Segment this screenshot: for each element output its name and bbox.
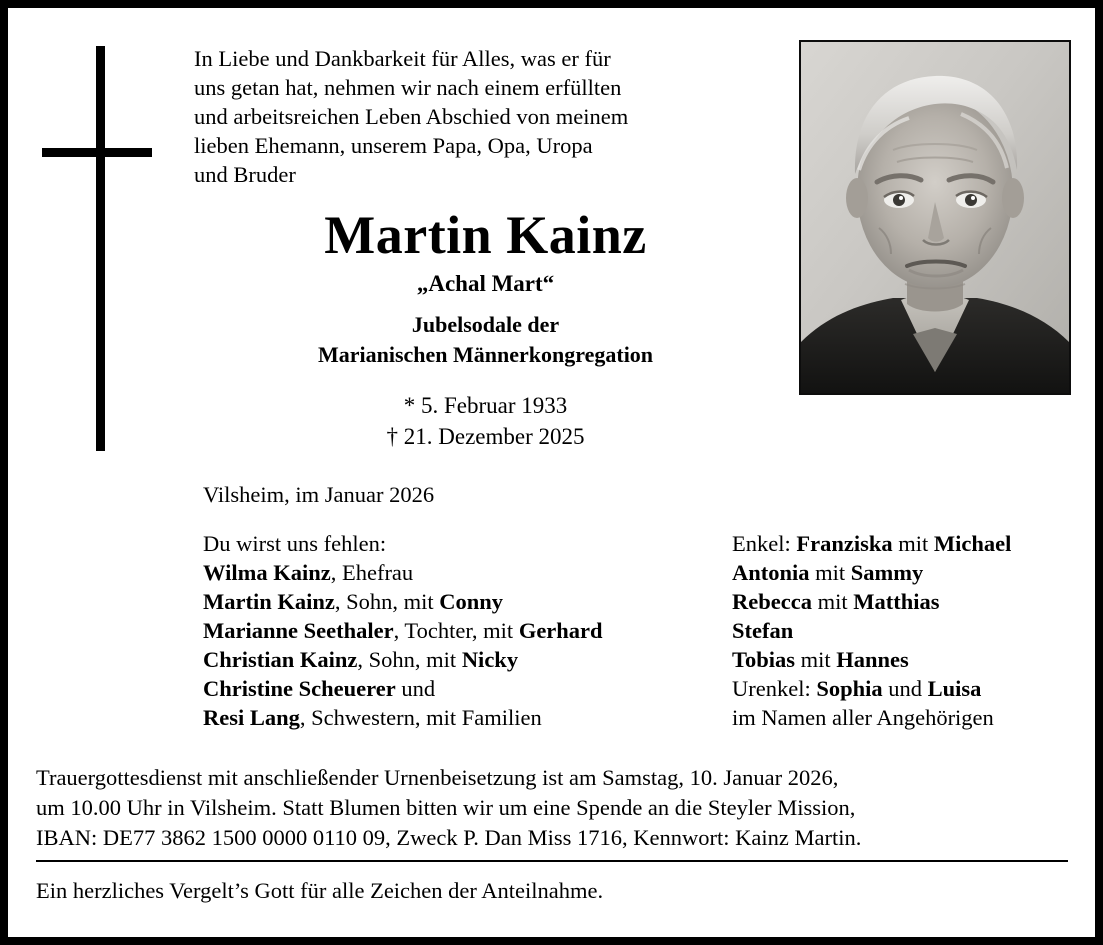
- death-date: † 21. Dezember 2025: [386, 424, 585, 449]
- family-partner-name: Michael: [933, 531, 1012, 556]
- family-partner-name: Gerhard: [518, 618, 603, 643]
- family-list-right: [732, 529, 1092, 732]
- family-line: [732, 645, 1092, 674]
- family-member-name: Sophia: [816, 676, 883, 701]
- service-line: Trauergottesdienst mit anschließender Urnenbeisetzung ist am Samstag, 10. Januar 2026,: [36, 765, 839, 790]
- family-relation: , Sohn, mit: [357, 647, 462, 672]
- portrait-photo: [799, 40, 1071, 395]
- nickname: „Achal Mart“: [416, 271, 555, 296]
- cross-vertical-bar: [96, 46, 105, 451]
- service-line: IBAN: DE77 3862 1500 0000 0110 09, Zweck P. Dan Miss 1716, Kennwort: Kainz Martin.: [36, 825, 862, 850]
- horizontal-divider: [36, 860, 1068, 862]
- family-line-intro: Du wirst uns fehlen:: [203, 531, 387, 556]
- family-line: [732, 558, 1092, 587]
- place-and-date: Vilsheim, im Januar 2026: [203, 482, 435, 507]
- service-line: um 10.00 Uhr in Vilsheim. Statt Blumen bitten wir um eine Spende an die Steyler Mission,: [36, 795, 856, 820]
- service-information: [36, 763, 1068, 853]
- life-dates: [194, 390, 777, 452]
- family-member-name: Antonia: [732, 560, 810, 585]
- family-line: [732, 529, 1092, 558]
- family-partner-name: Nicky: [461, 647, 519, 672]
- family-relation: mit: [794, 647, 837, 672]
- family-member-name: Franziska: [796, 531, 893, 556]
- family-line: [203, 587, 723, 616]
- family-line-intro: Urenkel:: [732, 676, 817, 701]
- family-partner-name: Sammy: [850, 560, 924, 585]
- family-line: [203, 558, 723, 587]
- family-relation: , Tochter, mit: [393, 618, 519, 643]
- name-block: [194, 204, 777, 370]
- intro-line: In Liebe und Dankbarkeit für Alles, was er für: [194, 46, 611, 71]
- congregation-title-line-1: Jubelsodale der: [411, 312, 560, 337]
- family-line: [203, 674, 723, 703]
- family-member-name: Wilma Kainz: [203, 560, 331, 585]
- family-relation: mit: [892, 531, 934, 556]
- family-relation: und: [882, 676, 928, 701]
- family-line: [732, 703, 1092, 732]
- cross-horizontal-bar: [42, 148, 152, 157]
- deceased-name: Martin Kainz: [324, 205, 647, 265]
- family-relation: , Schwestern, mit Familien: [299, 705, 542, 730]
- family-relation: , Ehefrau: [330, 560, 414, 585]
- notice-inner-area: [8, 8, 1095, 937]
- family-member-name: Tobias: [732, 647, 795, 672]
- family-line: [203, 616, 723, 645]
- family-relation: , Sohn, mit: [334, 589, 440, 614]
- intro-line: und arbeitsreichen Leben Abschied von meinem: [194, 104, 629, 129]
- birth-date: * 5. Februar 1933: [403, 393, 568, 418]
- family-partner-name: Conny: [439, 589, 504, 614]
- family-relation: mit: [809, 560, 851, 585]
- intro-line: uns getan hat, nehmen wir nach einem erfüllten: [194, 75, 622, 100]
- closing-message: Ein herzliches Vergelt’s Gott für alle Zeichen der Anteilnahme.: [36, 878, 604, 903]
- family-partner-name: Matthias: [853, 589, 940, 614]
- portrait-illustration: [801, 42, 1069, 393]
- family-member-name: Stefan: [732, 618, 794, 643]
- family-line: [203, 703, 723, 732]
- intro-line: und Bruder: [194, 162, 296, 187]
- family-line: [732, 616, 1092, 645]
- family-line-intro: Enkel:: [732, 531, 797, 556]
- intro-line: lieben Ehemann, unserem Papa, Opa, Uropa: [194, 133, 593, 158]
- family-member-name: Christine Scheuerer: [203, 676, 396, 701]
- family-line: [203, 645, 723, 674]
- family-line: [732, 674, 1092, 703]
- family-list-left: [203, 529, 723, 732]
- family-line-intro: im Namen aller Angehörigen: [732, 705, 994, 730]
- family-member-name: Christian Kainz: [203, 647, 358, 672]
- family-member-name: Resi Lang: [203, 705, 300, 730]
- family-line: [203, 529, 723, 558]
- family-member-name: Rebecca: [732, 589, 812, 614]
- congregation-title-line-2: Marianischen Männerkongregation: [317, 342, 654, 367]
- intro-text: [194, 44, 777, 189]
- family-partner-name: Hannes: [836, 647, 909, 672]
- family-partner-name: Luisa: [927, 676, 982, 701]
- family-relation: mit: [811, 589, 854, 614]
- family-line: [732, 587, 1092, 616]
- family-member-name: Marianne Seethaler: [203, 618, 394, 643]
- family-member-name: Martin Kainz: [203, 589, 335, 614]
- family-relation: und: [395, 676, 436, 701]
